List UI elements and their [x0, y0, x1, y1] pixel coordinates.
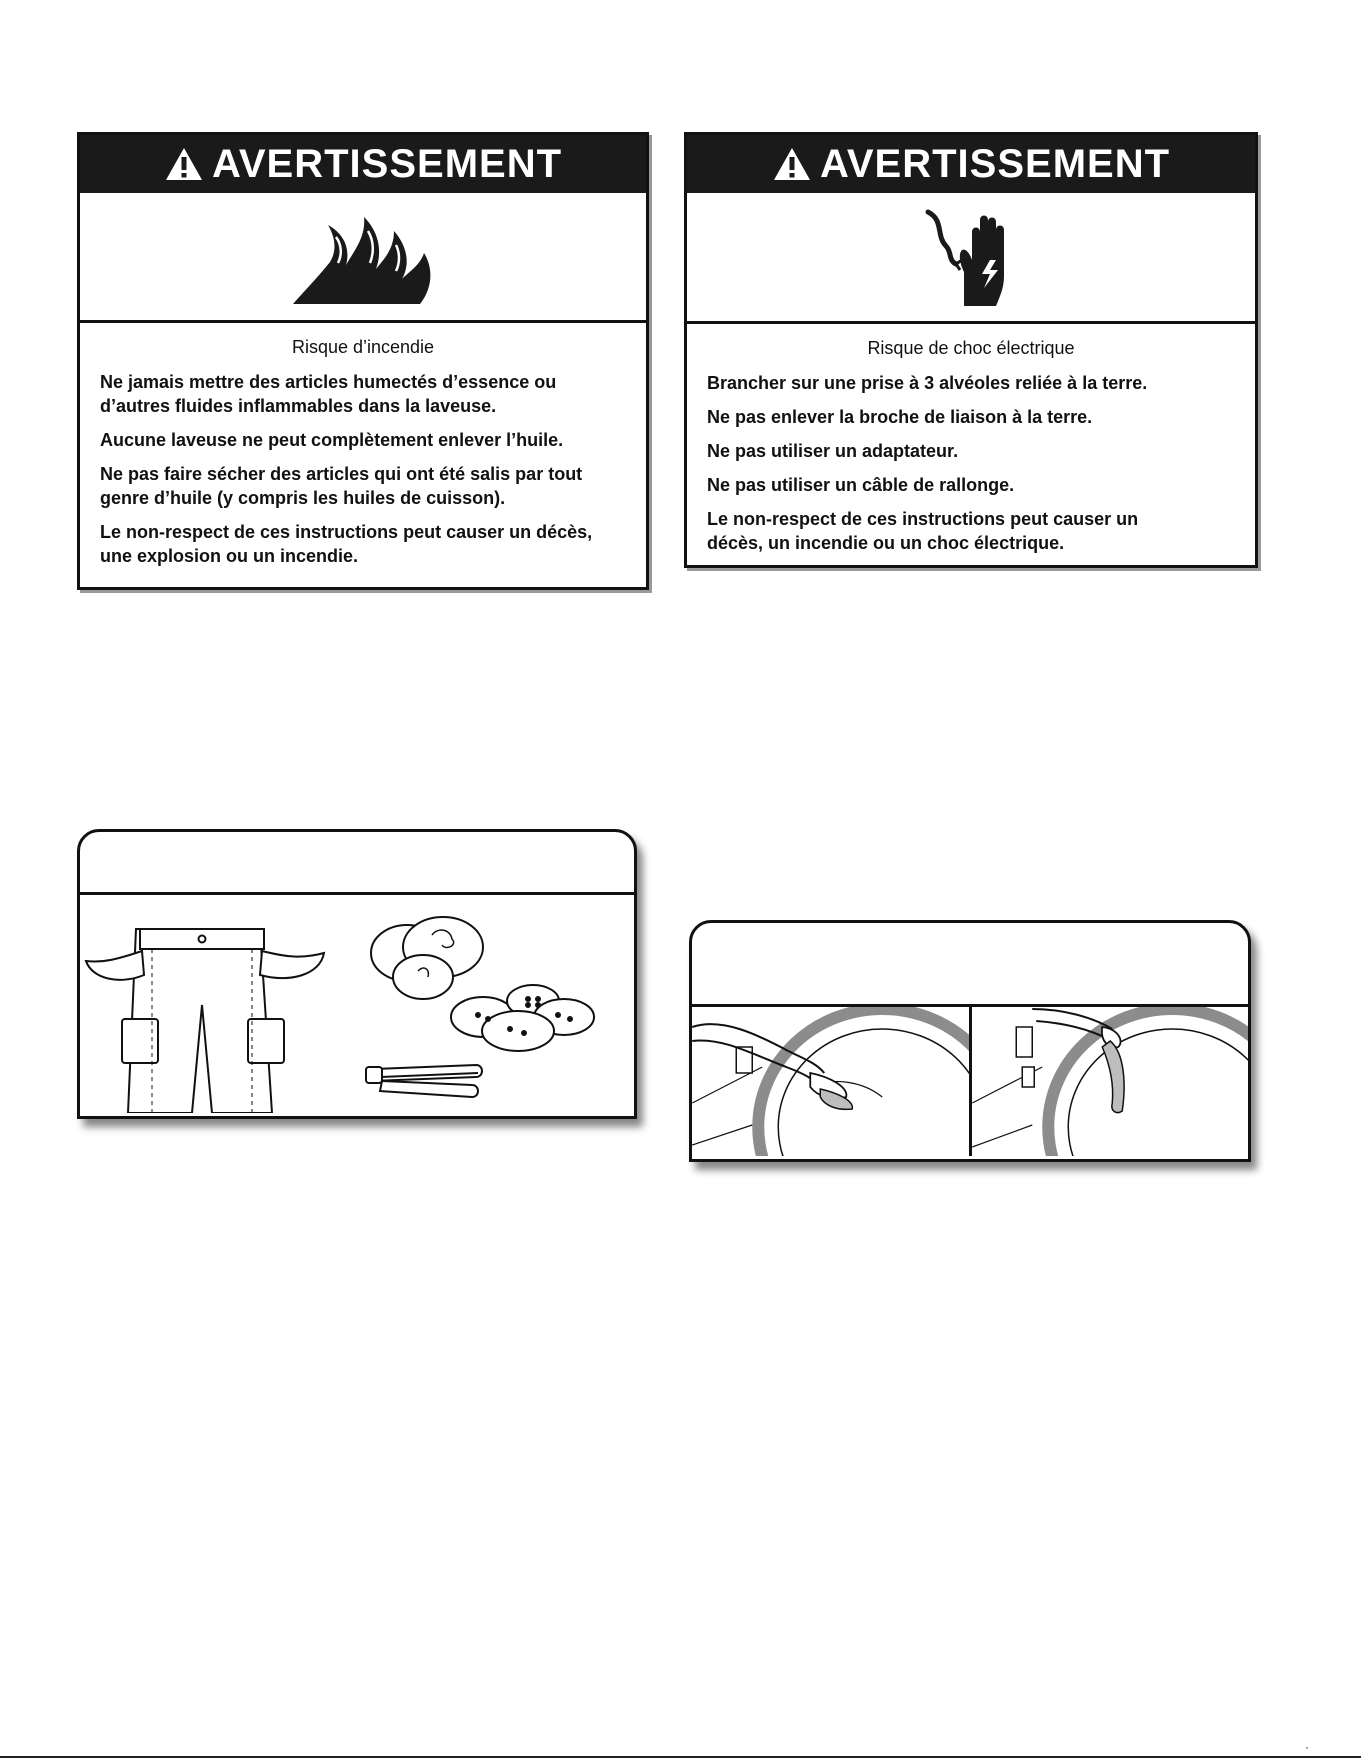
- buttons-icon: [451, 985, 594, 1051]
- shock-warning-line: Ne pas utiliser un câble de rallonge.: [707, 475, 1015, 495]
- coins-icon: [371, 917, 483, 999]
- illustration-panels: [692, 1007, 1248, 1156]
- shock-warning-line: Le non-respect de ces instructions peut causer un décès, un incendie ou un choc électrique.: [707, 509, 1139, 553]
- shock-icon-area: [687, 193, 1255, 324]
- warning-triangle-icon: [164, 146, 204, 182]
- fire-warning-body: [80, 323, 646, 568]
- warning-triangle-icon: [772, 146, 812, 182]
- illustration-header: [80, 832, 634, 895]
- shock-warning-line: Ne pas enlever la broche de liaison à la terre.: [707, 407, 1093, 427]
- fire-warning-header: [80, 135, 646, 193]
- fire-warning-line: Ne jamais mettre des articles humectés d’essence ou d’autres fluides inflammables dans la laveuse.: [100, 372, 557, 416]
- safety-pins-icon: [366, 1065, 482, 1097]
- fire-icon-area: [80, 193, 646, 323]
- door-seal-illustration: [689, 920, 1251, 1162]
- shock-warning-line: Brancher sur une prise à 3 alvéoles reliée à la terre.: [707, 373, 1148, 393]
- clean-door-seal-icon: [972, 1009, 1248, 1156]
- page-bottom-rule: [0, 1756, 1361, 1758]
- wipe-door-seal-icon: [692, 1009, 968, 1156]
- electric-shock-hand-icon: [916, 202, 1026, 312]
- fire-icon: [288, 207, 438, 307]
- fire-warning-title: Risque d’incendie: [291, 337, 435, 357]
- fire-warning-line: Aucune laveuse ne peut complètement enlever l’huile.: [100, 430, 564, 450]
- shock-warning-line: Ne pas utiliser un adaptateur.: [707, 441, 959, 461]
- empty-pockets-illustration: [77, 829, 637, 1119]
- page-corner-mark: ·: [1305, 1740, 1309, 1754]
- fire-warning-line: Le non-respect de ces instructions peut causer un décès, une explosion ou un incendie.: [100, 522, 593, 566]
- fire-warning-box: [77, 132, 649, 590]
- fire-warning-header-text: AVERTISSEMENT: [211, 141, 563, 186]
- shock-warning-box: [684, 132, 1258, 568]
- fire-warning-line: Ne pas faire sécher des articles qui ont été salis par tout genre d’huile (y compris les huiles de cuisson).: [100, 464, 583, 508]
- illustration-header: [692, 923, 1248, 1007]
- shock-warning-body: [687, 324, 1255, 555]
- pockets-panel: [80, 895, 634, 1113]
- empty-pants-pockets-icon: [86, 929, 324, 1113]
- shock-warning-title: Risque de choc électrique: [867, 338, 1075, 358]
- illustration-panels: [80, 895, 634, 1113]
- clean-door-seal-panel: [969, 1007, 1249, 1156]
- wipe-door-seal-panel: [692, 1007, 969, 1156]
- shock-warning-header: [687, 135, 1255, 193]
- shock-warning-header-text: AVERTISSEMENT: [819, 141, 1171, 186]
